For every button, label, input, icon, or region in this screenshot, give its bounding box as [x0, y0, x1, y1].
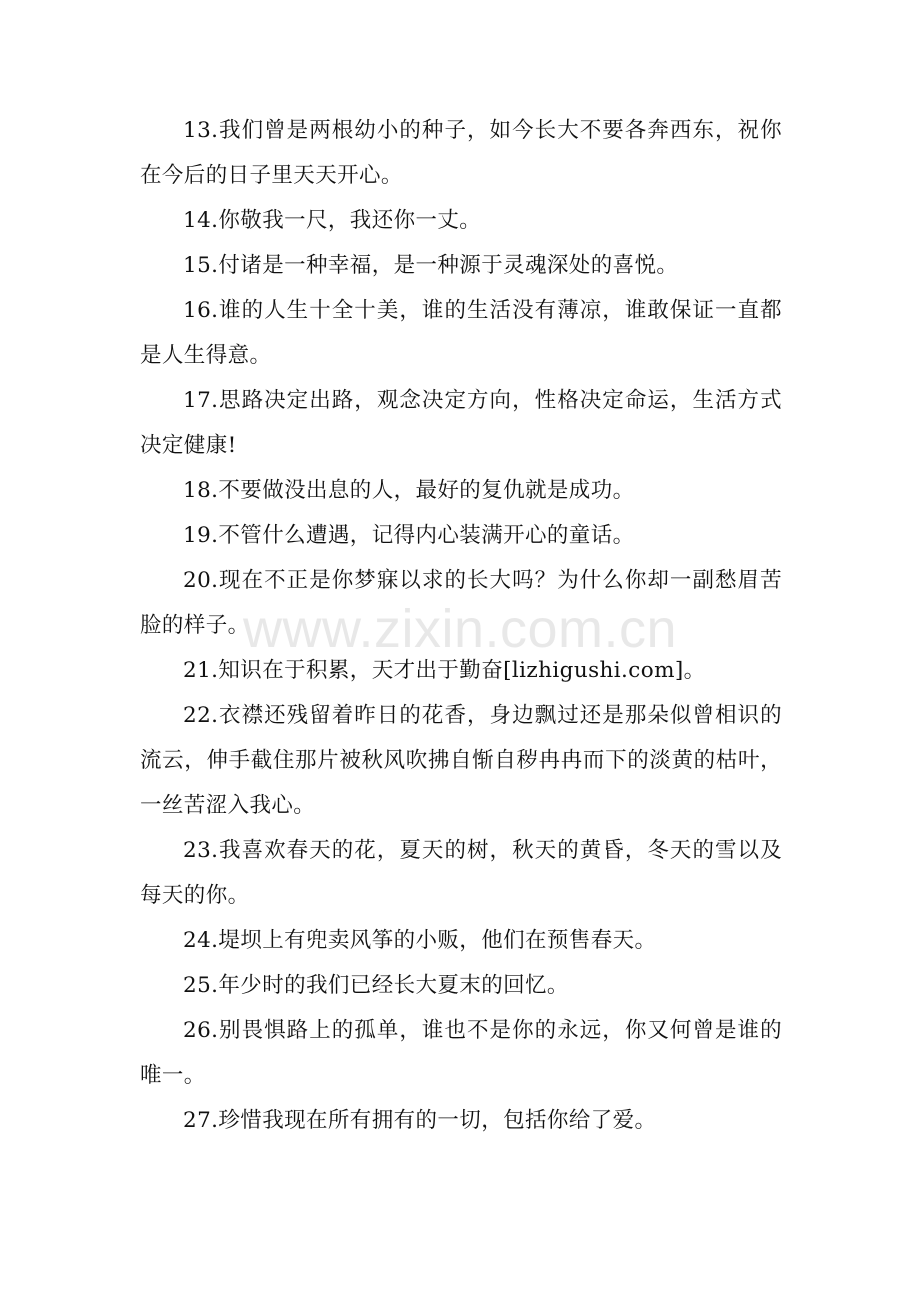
paragraph-14: 14.你敬我一尺，我还你一丈。: [183, 208, 482, 233]
paragraph-26: 26.别畏惧路上的孤单，谁也不是你的永远，你又何曾是谁的唯一。: [140, 1018, 782, 1088]
paragraph-27: 27.珍惜我现在所有拥有的一切，包括你给了爱。: [183, 1108, 657, 1133]
paragraph-25: 25.年少时的我们已经长大夏末的回忆。: [183, 973, 569, 998]
paragraph-16: 16.谁的人生十全十美，谁的生活没有薄凉，谁敢保证一直都是人生得意。: [140, 298, 782, 368]
watermark: www.zixin.com.cn: [242, 599, 678, 659]
paragraph-24: 24.堤坝上有兜卖风筝的小贩，他们在预售春天。: [183, 928, 657, 953]
paragraph-21: 21.知识在于积累，天才出于勤奋[lizhigushi.com]。: [183, 658, 706, 683]
paragraph-20: 20.现在不正是你梦寐以求的长大吗？为什么你却一副愁眉苦脸的样子。: [140, 568, 782, 638]
paragraph-17: 17.思路决定出路，观念决定方向，性格决定命运，生活方式决定健康!: [140, 388, 782, 458]
paragraph-15: 15.付诸是一种幸福，是一种源于灵魂深处的喜悦。: [183, 253, 679, 278]
paragraph-23: 23.我喜欢春天的花，夏天的树，秋天的黄昏，冬天的雪以及每天的你。: [140, 838, 782, 908]
paragraph-22: 22.衣襟还残留着昨日的花香，身边飘过还是那朵似曾相识的流云，伸手截住那片被秋风吹拂自惭自秽冉冉而下的淡黄的枯叶，一丝苦涩入我心。: [140, 703, 782, 818]
paragraph-18: 18.不要做没出息的人，最好的复仇就是成功。: [183, 478, 635, 503]
document-body: [140, 108, 782, 1143]
paragraph-13: 13.我们曾是两根幼小的种子，如今长大不要各奔西东，祝你在今后的日子里天天开心。: [140, 118, 782, 188]
paragraph-19: 19.不管什么遭遇，记得内心装满开心的童话。: [183, 523, 635, 548]
